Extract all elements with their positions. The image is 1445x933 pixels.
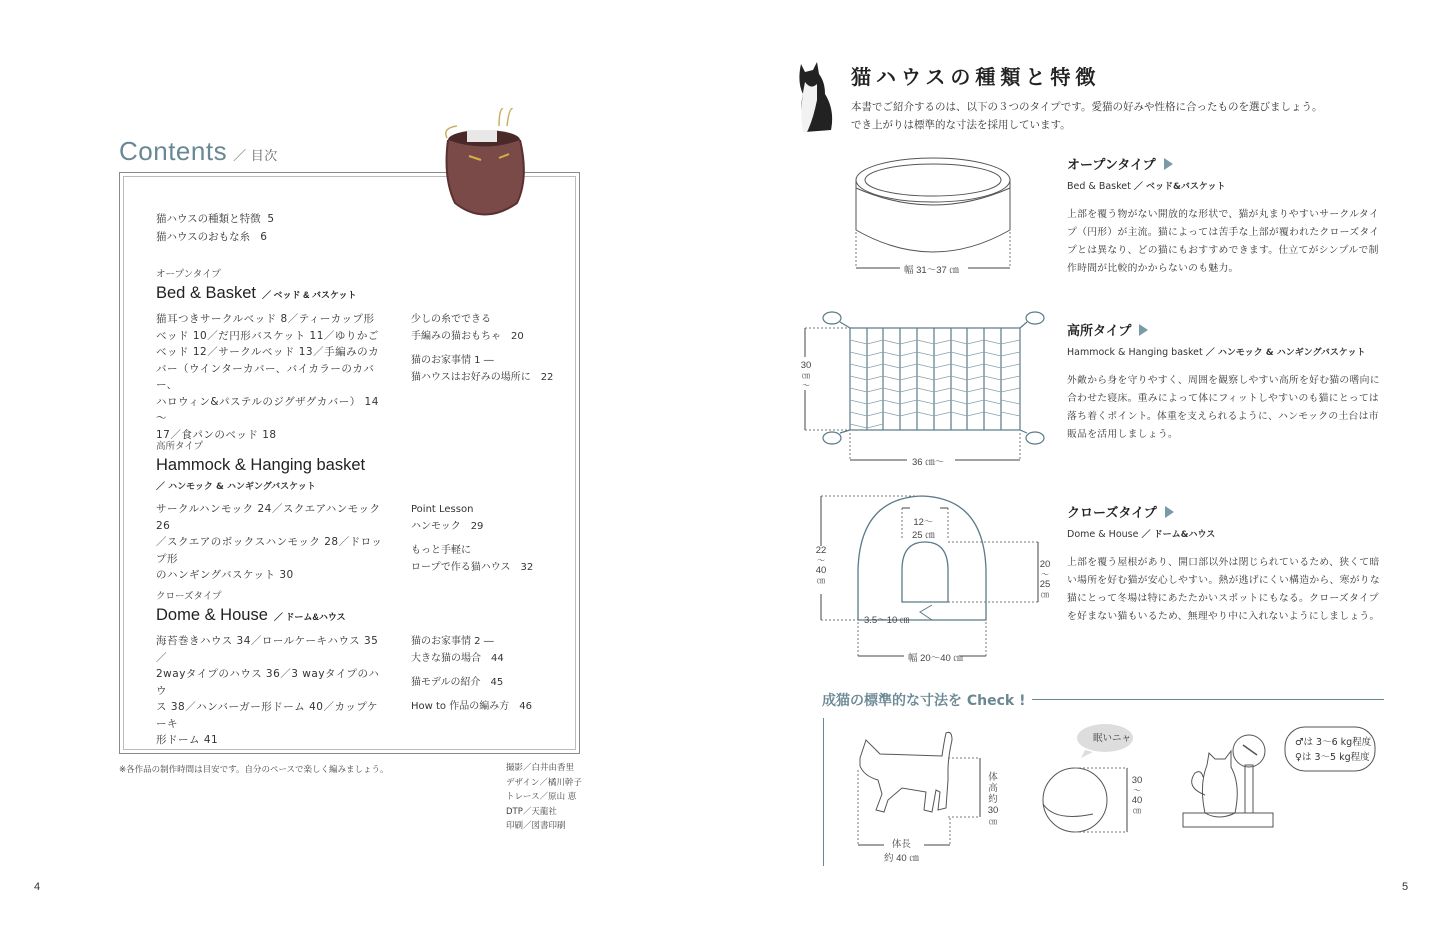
section-title: Hammock & Hanging basket xyxy=(156,456,366,474)
type-heading: 高所タイプ xyxy=(1067,320,1385,339)
footnote: ※各作品の制作時間は目安です。自分のペースで楽しく編みましょう。 xyxy=(119,765,389,775)
divider xyxy=(823,718,824,866)
credits: 撮影／白井由香里 デザイン／橘川幹子 トレース／原山 恵 DTP／天龍社 印刷／図書印刷 xyxy=(506,763,582,831)
page-number-left: 4 xyxy=(34,881,41,893)
page-intro: 本書でご紹介するのは、以下の３つのタイプです。愛猫の好みや性格に合ったものを選びましょう。 でき上がりは標準的な寸法を採用しています。 xyxy=(851,101,1323,131)
toc-item[interactable]: 猫ハウスの種類と特徴 5 xyxy=(156,213,275,225)
cat-photo xyxy=(795,60,837,136)
triangle-right-icon xyxy=(1165,506,1174,518)
contents-title-en: Contents xyxy=(119,136,228,166)
speech-bubble: 眠いニャ xyxy=(1093,733,1132,744)
type-heading: オープンタイプ xyxy=(1067,154,1385,173)
section-items[interactable]: 海苔巻きハウス 34／ロールケーキハウス 35／ 2wayタイプのハウス 36／3 wayタイプのハウ ス 38／ハンバーガー形ドーム 40／カップケーキ 形ドーム 41 xyxy=(156,635,380,746)
type-open: オープンタイプ Bed & Basket ／ ベッド&バスケット 上部を覆う物がない開放的な形状で、猫が丸まりやすいサークルタイプ（円形）が主流。猫によっては苦手な上部が覆われたクローズタイプとは異なり、どの猫にもおすすめできます。仕立てがシンプルで制作時間が比較的かからないのも魅力。 xyxy=(1067,154,1385,278)
section-title: Bed & Basket ／ ベッド & バスケット xyxy=(156,284,357,302)
dome-diagram: 22 ～ 40 ㎝ 12～ 25 ㎝ 20 ～ 25 ㎝ 3.5～10 ㎝ 幅 20～40 ㎝ xyxy=(810,490,1060,665)
section-category: 高所タイプ xyxy=(156,441,204,452)
type-closed: クローズタイプ Dome & House ／ ドーム&ハウス 上部を覆う屋根があり、開口部以外は閉じられているため、狭くて暗い場所を好む猫が安心しやすい。熱が逃げにくい構造から、寒がりな猫にとって冬場は特にあたたかいスポットにもなる。クローズタイプを好まない猫もいるため、無理やり中に入れないようにしましょう。 xyxy=(1067,502,1385,626)
section-items[interactable]: 猫耳つきサークルベッド 8／ティーカップ形 ベッド 10／だ円形バスケット 11／ゆりかご ベッド 12／サークルベッド 13／手編みのカ バー（ウインターカバー、バイカラーのカバー、 ハロウィン&パステルのジグザグカバー） 14～ 17／食パンのベッド 18 xyxy=(156,313,380,441)
triangle-right-icon xyxy=(1139,324,1148,336)
speech-bubble: ♂は 3～6 kg程度 ♀は 3～5 kg程度 xyxy=(1295,737,1372,763)
section-title-jp: ／ ハンモック & ハンギングバスケット xyxy=(156,482,316,492)
type-heading: クローズタイプ xyxy=(1067,502,1385,521)
toc-side-item[interactable]: 猫モデルの紹介 45 xyxy=(411,677,504,688)
toc-side-item[interactable]: 猫のお家事情 1 ― 猫ハウスはお好みの場所に 22 xyxy=(411,355,554,383)
section-category: オープンタイプ xyxy=(156,269,221,280)
type-high: 高所タイプ Hammock & Hanging basket ／ ハンモック & ハンギングバスケット 外敵から身を守りやすく、周囲を観察しやすい高所を好む猫の嗜向に合わせた寝床。重みによって体にフィットしやすいのも猫にとっては落ち着くポイント。体重を支えられるように、ハンモックの土台は市販品を活用しましょう。 xyxy=(1067,320,1385,444)
toc-side-item[interactable]: もっと手軽に ロープで作る猫ハウス 32 xyxy=(411,545,534,573)
toc-side-item[interactable]: How to 作品の編み方 46 xyxy=(411,701,532,712)
curled-cat-illustration: 眠いニャ 30 ～ 40 ㎝ xyxy=(1035,722,1155,842)
weighing-cat-illustration xyxy=(1175,725,1385,855)
hammock-diagram: 30 ㎝ ～ 36 ㎝～ xyxy=(795,305,1055,470)
contents-title xyxy=(119,136,278,167)
section-category: クローズタイプ xyxy=(156,591,222,602)
toc-side-item[interactable]: 少しの糸でできる 手編みの猫おもちゃ 20 xyxy=(411,314,524,342)
toc-side-item[interactable]: 猫のお家事情 2 ― 大きな猫の場合 44 xyxy=(411,636,504,664)
divider xyxy=(1032,699,1384,700)
page-title: 猫ハウスの種類と特徴 xyxy=(851,65,1101,89)
standing-cat-illustration: 体 高 約 30 ㎝ 体長 約 40 ㎝ xyxy=(850,730,1010,865)
toc-item[interactable]: 猫ハウスのおもな糸 6 xyxy=(156,231,267,243)
contents-title-jp: ／ 目次 xyxy=(233,148,278,163)
triangle-right-icon xyxy=(1164,158,1173,170)
page-number-right: 5 xyxy=(1402,881,1409,893)
open-bed-diagram: 幅 31～37 ㎝ xyxy=(820,150,1050,280)
section-title: Dome & House ／ ドーム&ハウス xyxy=(156,606,346,624)
section-items[interactable]: サークルハンモック 24／スクエアハンモック 26 ／スクエアのボックスハンモック 28／ドロップ形 のハンギングバスケット 30 xyxy=(156,503,383,581)
toc-side-item[interactable]: Point Lesson ハンモック 29 xyxy=(411,504,484,532)
basket-photo xyxy=(437,108,531,228)
check-title: 成猫の標準的な寸法を Check ! xyxy=(822,693,1026,709)
